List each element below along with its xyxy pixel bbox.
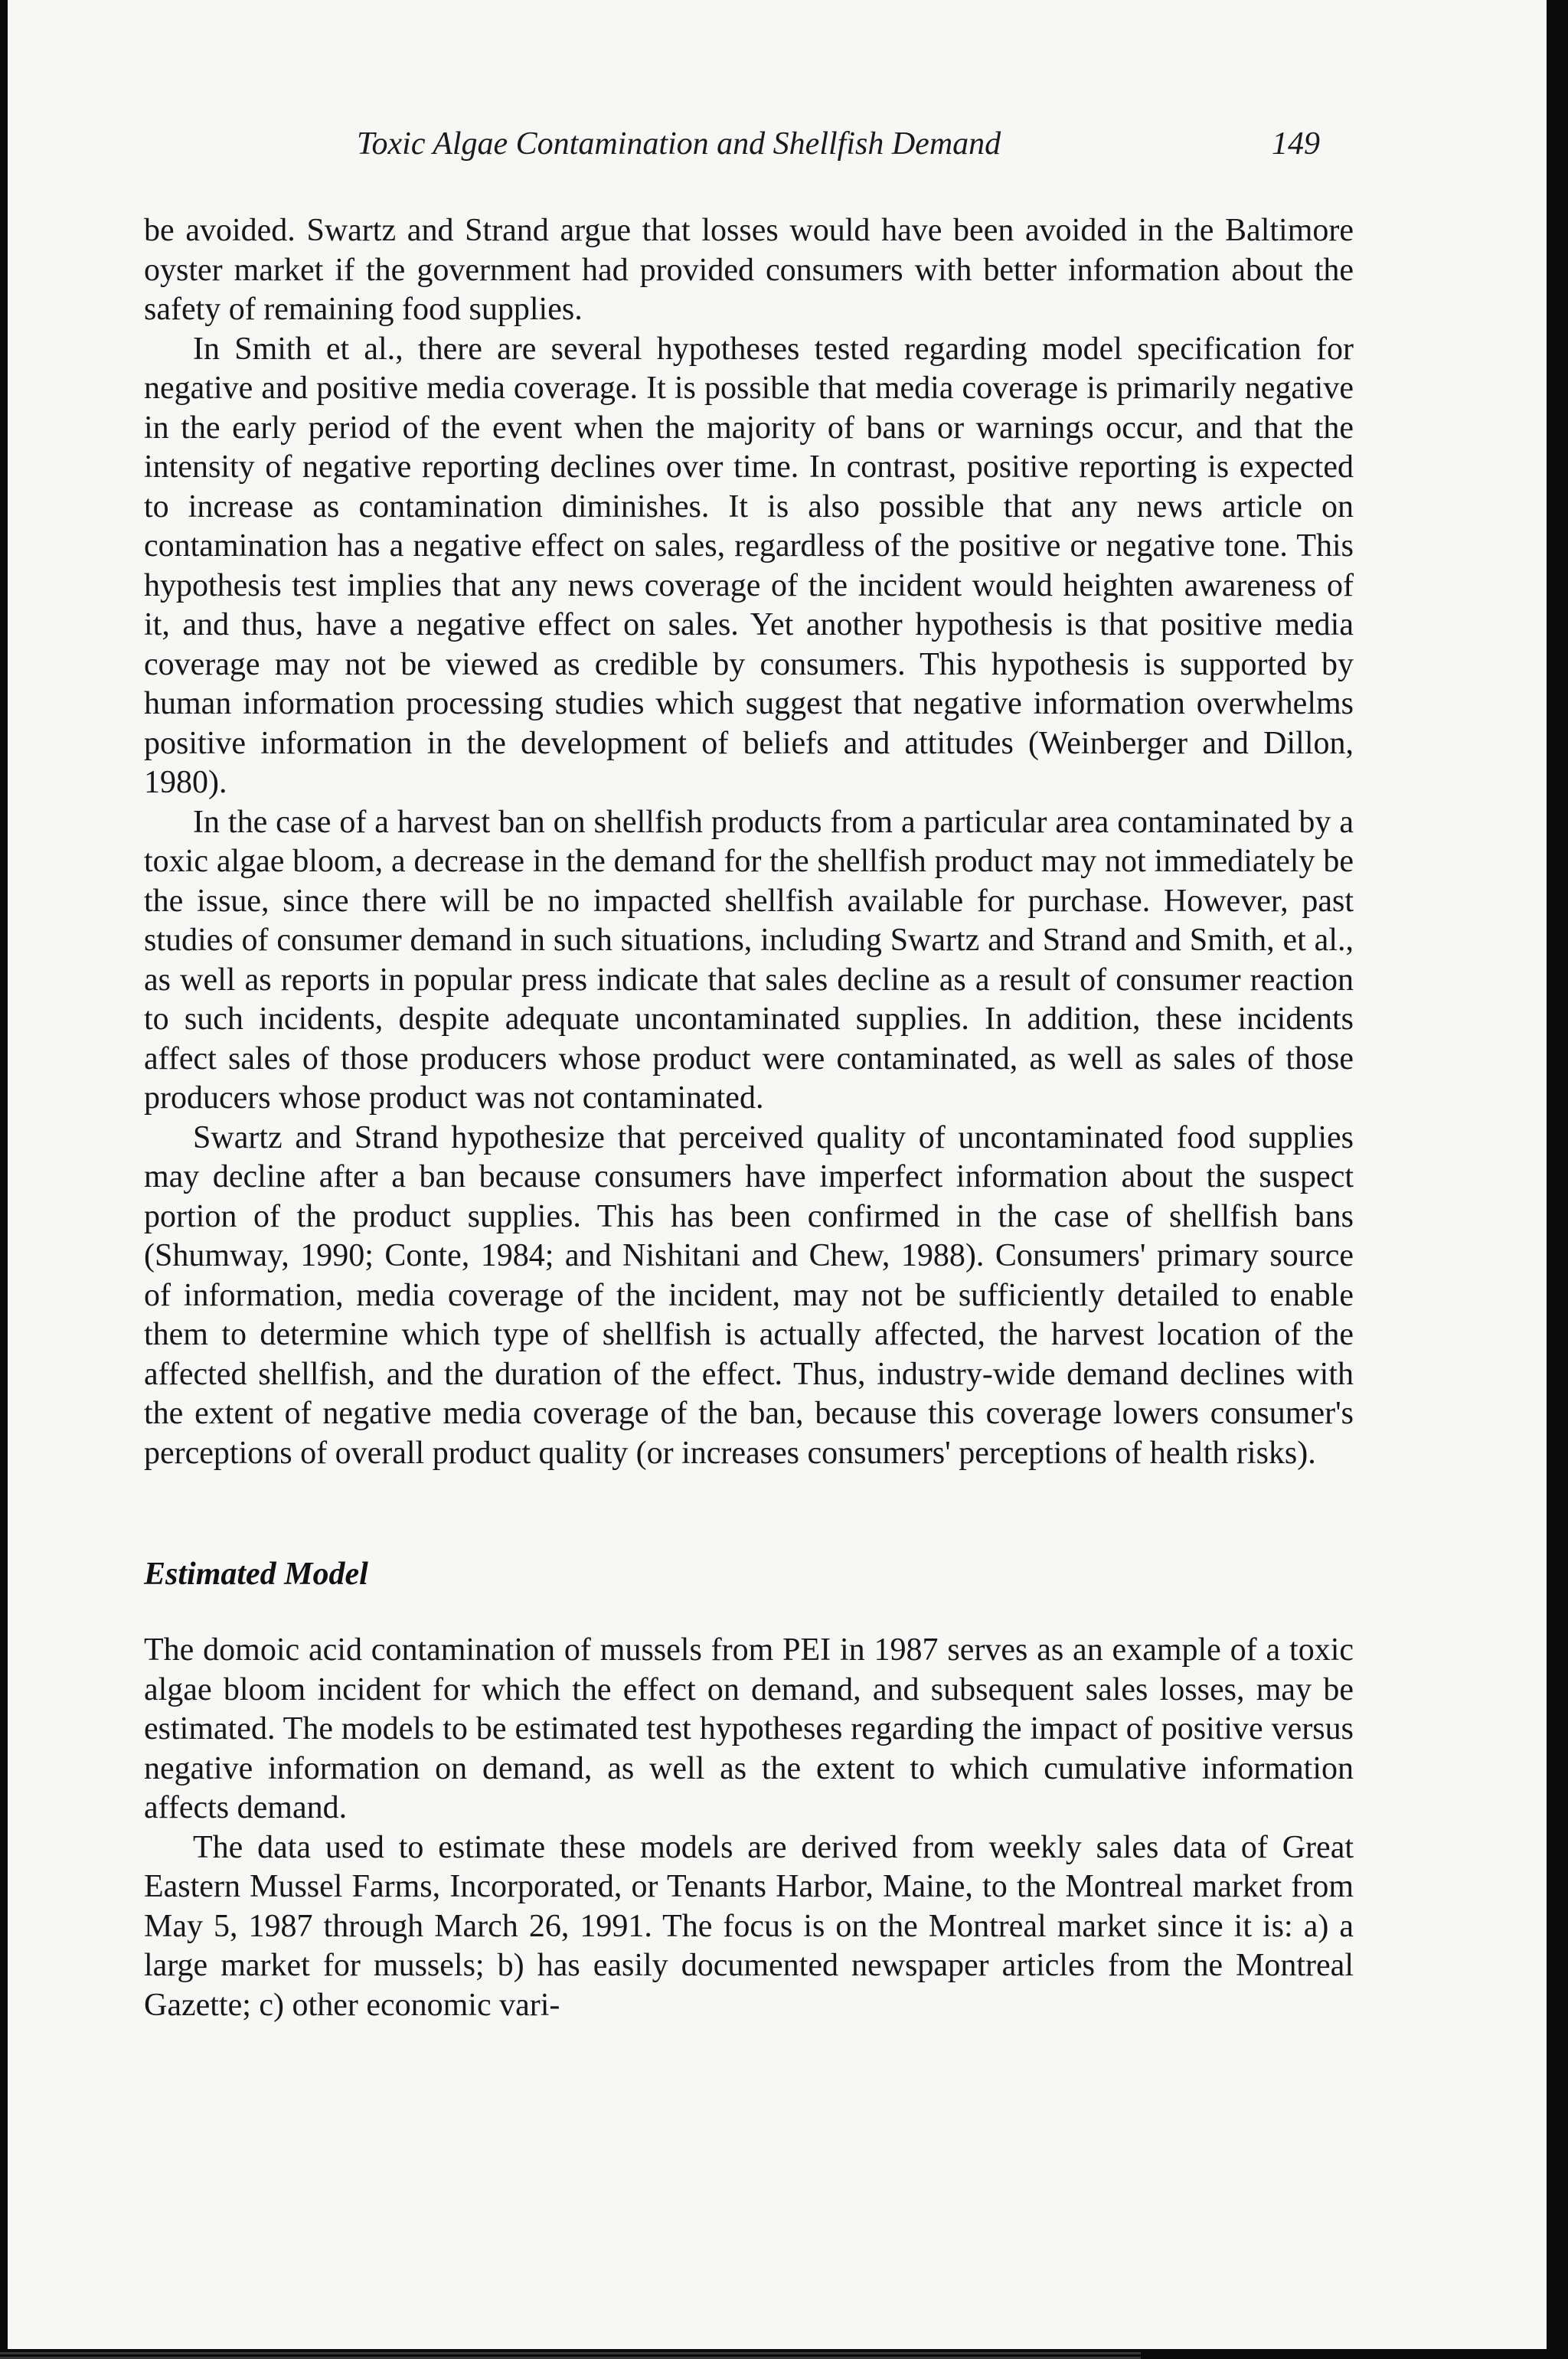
paragraph-continuation: be avoided. Swartz and Strand argue that losses would have been avoided in the Baltimore oyster market if the government had provided consumers with better information about the safety of remaining food supplies. — [144, 213, 1354, 327]
paragraph-perceived-quality: Swartz and Strand hypothesize that perceived quality of uncontaminated food supplies may decline after a ban because consumers have imperfect information about the suspect portion of the product supplies. This has been confirmed in the case of shellfish bans (Shumway, 1990; Conte, 1984; and Nishitani and Chew, 1988). Consumers' primary source of information, media coverage of the incident, may not be sufficiently detailed to enable them to determine which type of shellfish is actually affected, the harvest location of the affected shellfish, and the duration of the effect. Thus, industry-wide demand declines with the extent of negative media coverage of the ban, because this coverage lowers consumer's perceptions of overall product quality (or increases consumers' perceptions of health risks). — [144, 1119, 1354, 1471]
page — [8, 0, 1547, 2349]
paragraph-domoic-acid: The domoic acid contamination of mussels from PEI in 1987 serves as an example of a toxic algae bloom incident for which the effect on demand, and subsequent sales losses, may be estimated. The models to be estimated test hypotheses regarding the impact of positive versus negative information on demand, as well as the extent to which cumulative information affects demand. — [144, 1632, 1354, 1825]
body-text — [144, 211, 1354, 2025]
running-header — [357, 124, 1352, 170]
running-title: Toxic Algae Contamination and Shellfish Demand — [357, 126, 1001, 162]
paragraph-harvest-ban: In the case of a harvest ban on shellfish products from a particular area contaminated by a toxic algae bloom, a decrease in the demand for the shellfish product may not immediately be the issue, since there will be no impacted shellfish available for purchase. However, past studies of consumer demand in such situations, including Swartz and Strand and Smith, et al., as well as reports in popular press indicate that sales decline as a result of consumer reaction to such incidents, despite adequate uncontaminated supplies. In addition, these incidents affect sales of those producers whose product were contaminated, as well as sales of those producers whose product was not contaminated. — [144, 804, 1354, 1116]
section-heading: Estimated Model — [144, 1557, 368, 1592]
paragraph-hypotheses: In Smith et al., there are several hypotheses tested regarding model specification for negative and positive media coverage. It is possible that media coverage is primarily negative in the early period of the event when the majority of bans or warnings occur, and that the intensity of negative reporting declines over time. In contrast, positive reporting is expected to increase as contamination diminishes. It is also possible that any news article on contamination has a negative effect on sales, regardless of the positive or negative tone. This hypothesis test implies that any news coverage of the incident would heighten awareness of it, and thus, have a negative effect on sales. Yet another hypothesis is that positive media coverage may not be viewed as credible by consumers. This hypothesis is supported by human information processing studies which suggest that negative information overwhelms positive information in the development of beliefs and attitudes (Weinberger and Dillon, 1980). — [144, 331, 1354, 800]
bottom-scan-rule — [0, 2352, 1141, 2354]
page-number: 149 — [1272, 126, 1320, 162]
paragraph-data-source: The data used to estimate these models are derived from weekly sales data of Great Eastern Mussel Farms, Incorporated, or Tenants Harbor, Maine, to the Montreal market from May 5, 1987 through March 26, 1991. The focus is on the Montreal market since it is: a) a large market for mussels; b) has easily documented newspaper articles from the Montreal Gazette; c) other economic vari- — [144, 1829, 1354, 2023]
